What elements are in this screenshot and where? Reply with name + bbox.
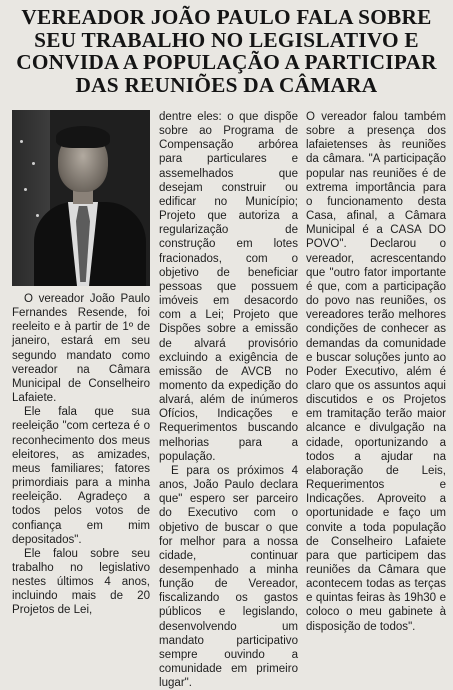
headline-line: VEREADOR JOÃO PAULO FALA SOBRE (21, 5, 432, 29)
headline-line: DAS REUNIÕES DA CÂMARA (75, 72, 378, 97)
paragraph: O vereador falou também sobre a presença dos lafaietenses às reuniões da câmara. "A participação popular nas reuniões é de extrema importância para o funcionamento desta Casa, afinal, a Câmara Municipal é a CASA DO POVO". Declarou o vereador, acrescentando que "outro fator importante é que, com a participação do povo nas reuniões, os vereadores terão melhores condições de conhecer as demandas da comunidade e buscar soluções junto ao Poder Executivo, além é claro que os assuntos aqui discutidos e os Projetos em tramitação terão maior alcance e divulgação na cidade, oportunizando a todos a ajudar na elaboração de Leis, Requerimentos e Indicações. Aproveito a oportunidade e faço um convite a toda população de Conselheiro Lafaiete para que participem das reuniões da Câmara que acontecem todas as terças e quintas feiras às 19h30 e coloco o meu gabinete à disposição de todos". (306, 111, 446, 633)
article-column-1 (12, 110, 150, 618)
headline (8, 6, 445, 96)
headline-line: SEU TRABALHO NO LEGISLATIVO E (34, 27, 419, 52)
paragraph: O vereador João Paulo Fernandes Resende, foi reeleito e à partir de 1º de janeiro, estará em seu segundo mandato como vereador na Câmara Municipal de Conselheiro Lafaiete. (12, 293, 150, 405)
headline-line: CONVIDA A POPULAÇÃO A PARTICIPAR (16, 50, 437, 74)
neck (73, 190, 93, 204)
paragraph: Ele falou sobre seu trabalho no legislativo nestes últimos 4 anos, incluindo mais de 20 Projetos de Lei, (12, 547, 150, 617)
hair (56, 126, 110, 148)
portrait-photo (12, 110, 150, 286)
article-column-2 (159, 110, 298, 690)
paragraph: dentre eles: o que dispõe sobre ao Programa de Compensação arbórea para particulares e assemelhados que desejam construir ou edificar no Município; Projeto que autoriza a regularização de construção em lotes fracionados, com o objetivo de beneficiar pessoas que possuem imóveis em desacordo com a Lei; Projeto que Dispões sobre a emissão de alvará provisório excluindo a exigência de emissão de AVCB no momento da expedição do alvará, além de inúmeros Ofícios, Indicações e Requerimentos buscando melhorias para a população. (159, 111, 298, 463)
article-column-3 (306, 110, 446, 634)
paragraph: Ele fala que sua reeleição "com certeza é o reconhecimento dos meus eleitores, as amizades, meus familiares; fatores primordiais para a minha reeleição. Agradeço a todos pelos votos de confiança em mim depositados". (12, 406, 150, 546)
paragraph: E para os próximos 4 anos, João Paulo declara que" espero ser parceiro do Executivo com o objetivo de buscar o que for melhor para a nossa cidade, continuar desempenhado a minha função de Vereador, fiscalizando os gastos públicos e legislando, desenvolvendo um mandato participativo sempre ouvindo a comunidade em primeiro lugar". (159, 464, 298, 690)
